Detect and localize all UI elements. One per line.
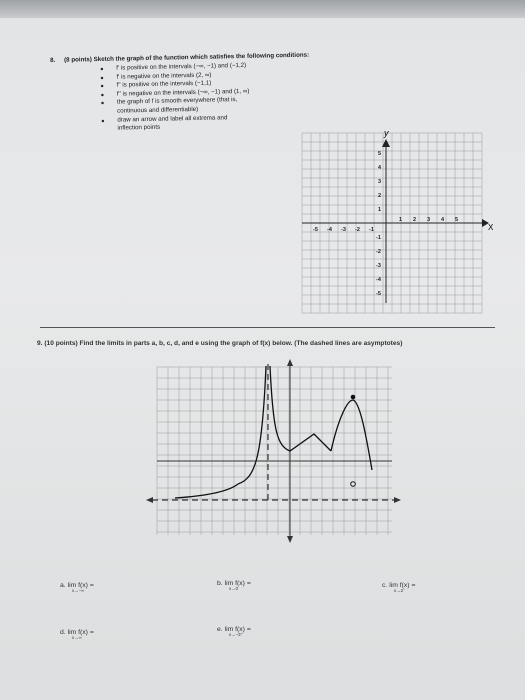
x-tick-label: -3 bbox=[341, 227, 346, 233]
x-axis-label: X bbox=[488, 223, 494, 232]
y-tick-label: -3 bbox=[376, 263, 381, 269]
graph-y-axis-bottom-arrow bbox=[287, 536, 293, 543]
y-tick-label: 1 bbox=[378, 207, 382, 213]
x-tick-label: 4 bbox=[441, 217, 445, 223]
y-tick-label: 3 bbox=[378, 179, 382, 185]
question-9-text: (10 points) Find the limits in parts a, b, c, d, and e using the graph of f(x) below. (The dashed lines are asymptotes) bbox=[44, 340, 403, 347]
limit-b: b. lim f(x) = x→0 bbox=[217, 580, 251, 591]
y-tick-label: 2 bbox=[378, 193, 382, 199]
limit-c: c. lim f(x) = x→2⁻ bbox=[382, 582, 416, 593]
y-tick-label: 4 bbox=[378, 165, 382, 171]
x-tick-label: 1 bbox=[399, 217, 403, 223]
y-tick-label: -5 bbox=[376, 291, 381, 297]
x-tick-label: 3 bbox=[427, 217, 431, 223]
y-tick-label: -2 bbox=[376, 249, 381, 255]
filled-dot bbox=[351, 395, 356, 400]
y-tick-label: 5 bbox=[378, 151, 382, 157]
open-circle bbox=[351, 482, 356, 487]
curve-left-branch bbox=[175, 484, 238, 498]
condition-item: • f'' is positive on the intervals (−1,1) bbox=[107, 78, 287, 90]
limit-a: a. lim f(x) = x→−∞ bbox=[60, 582, 94, 593]
x-tick-label: 2 bbox=[413, 217, 417, 223]
condition-item: • f' is positive on the intervals (−∞, −1) and (−1,2) bbox=[106, 61, 286, 73]
condition-item: • draw an arrow and label all extrema and inflection points bbox=[107, 113, 287, 134]
limit-d: d. lim f(x) = x→∞ bbox=[60, 629, 94, 640]
asymptote-left-arrow bbox=[146, 497, 153, 503]
condition-item: • the graph of f is smooth everywhere (that is, continuous and differentiable) bbox=[107, 95, 287, 116]
y-axis-label: y bbox=[384, 128, 389, 138]
x-tick-label: -1 bbox=[369, 227, 374, 233]
x-tick-label: 5 bbox=[455, 217, 459, 223]
condition-item: • f'' is negative on the intervals (−∞, −1) and (1, ∞) bbox=[107, 87, 287, 99]
x-tick-label: -4 bbox=[327, 227, 332, 233]
limit-e: e. lim f(x) = x→−3⁺ bbox=[217, 626, 251, 637]
question-8-number: 8. bbox=[50, 56, 56, 64]
curve-left-of-asymptote bbox=[238, 366, 266, 484]
x-tick-label: -2 bbox=[355, 227, 360, 233]
condition-item: • f' is negative on the intervals (2, ∞) bbox=[106, 70, 286, 82]
graph-grid bbox=[157, 367, 392, 535]
question-9-number: 9. bbox=[37, 340, 43, 347]
y-tick-label: -1 bbox=[376, 235, 381, 241]
graph-y-axis-top-arrow bbox=[287, 359, 293, 366]
y-tick-label: -4 bbox=[376, 277, 381, 283]
asymptote-right-arrow bbox=[394, 497, 401, 503]
x-tick-label: -5 bbox=[313, 227, 318, 233]
question-8-title: (8 points) Sketch the graph of the function which satisfies the following conditions: bbox=[63, 51, 310, 64]
